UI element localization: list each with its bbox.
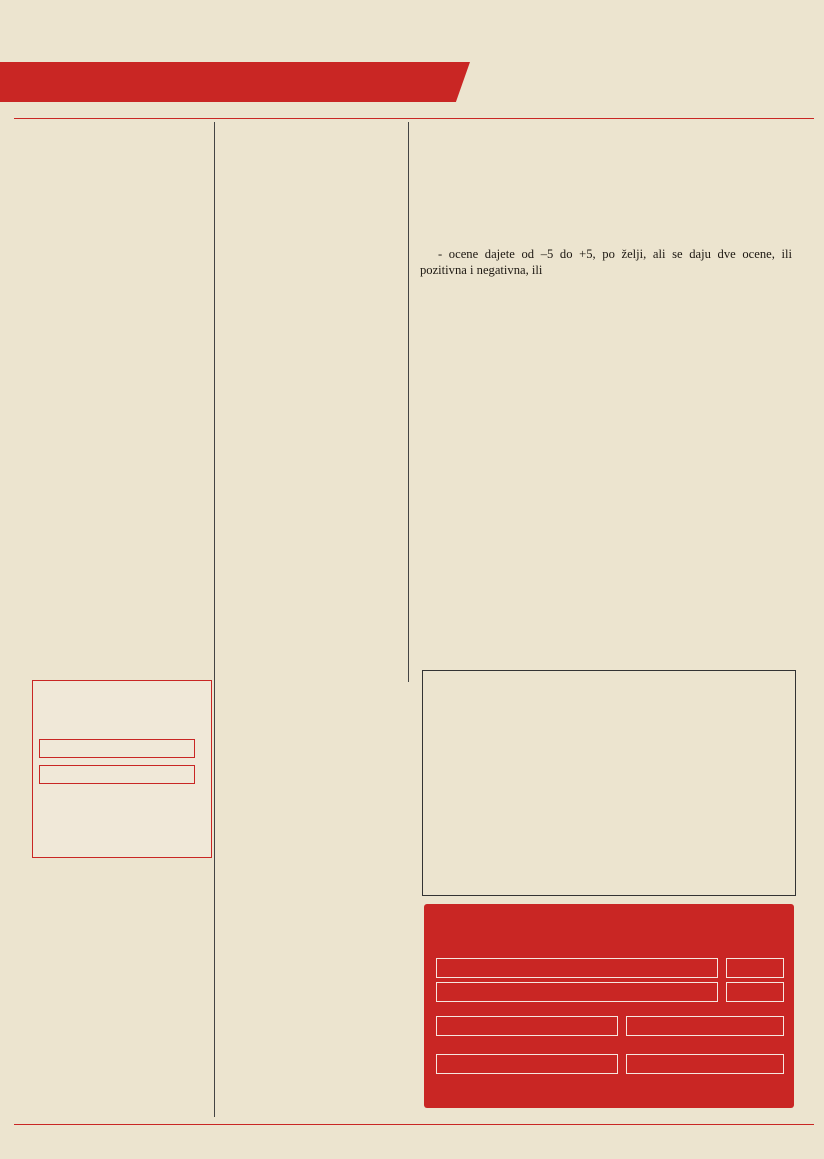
game-name-box <box>39 739 195 758</box>
rating-field-2[interactable] <box>726 982 784 1002</box>
city-field[interactable] <box>626 1054 784 1074</box>
voting-rules <box>420 247 792 280</box>
pirate-ranking-box <box>422 670 796 896</box>
footer-rule <box>14 1124 814 1125</box>
column-header <box>617 723 675 725</box>
column-divider <box>214 122 215 1117</box>
column-header <box>733 723 791 725</box>
name-field[interactable] <box>436 1016 618 1036</box>
igrometar-rating-box <box>32 680 212 858</box>
pirate-name-field-1[interactable] <box>436 958 718 978</box>
ranking-table <box>429 723 791 725</box>
top-rule <box>14 118 814 119</box>
voting-coupon <box>424 904 794 1108</box>
version-box <box>39 765 195 784</box>
street-field[interactable] <box>436 1054 618 1074</box>
section-banner <box>0 62 470 102</box>
article-column-1 <box>28 122 208 124</box>
column-divider <box>408 122 409 682</box>
rule-item: - ocene dajete od –5 do +5, po želji, ali se daju dve ocene, ili pozitivna i negativna, ili <box>420 247 792 277</box>
column-header <box>675 723 733 725</box>
phone-field[interactable] <box>626 1016 784 1036</box>
column-header <box>429 723 617 725</box>
pirate-name-field-2[interactable] <box>436 982 718 1002</box>
rating-field-1[interactable] <box>726 958 784 978</box>
